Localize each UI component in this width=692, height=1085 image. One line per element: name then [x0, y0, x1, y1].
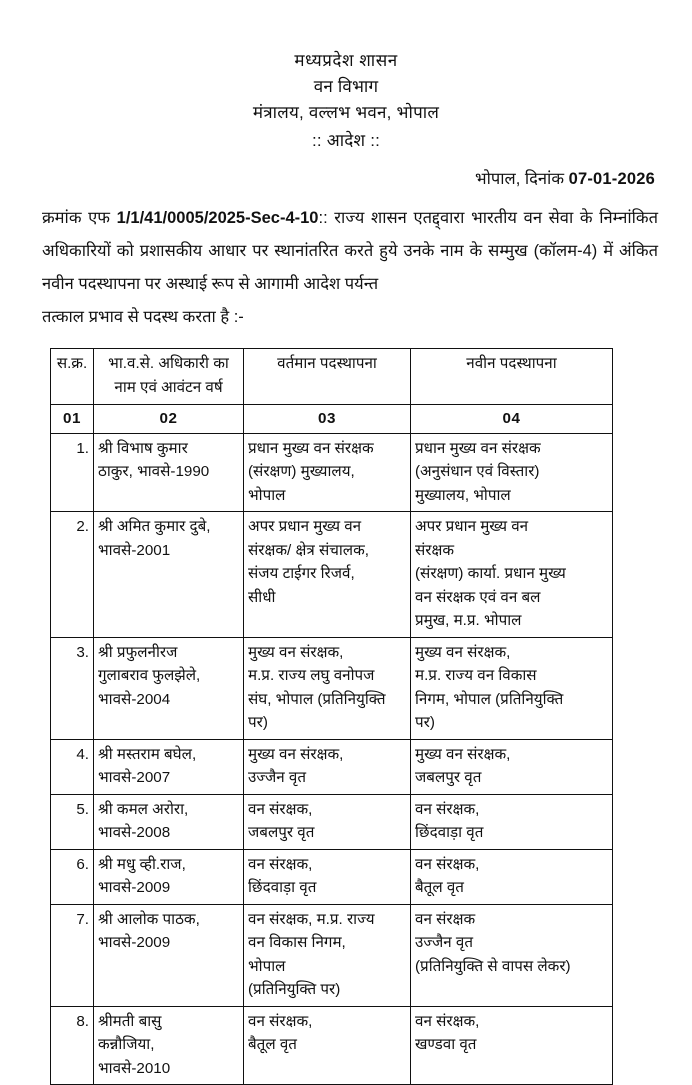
cell-current-posting-line: वन संरक्षक, — [248, 855, 313, 873]
cell-serial-number: 7. — [51, 904, 94, 1006]
table-row — [51, 849, 613, 904]
cell-current-posting-line: भोपाल — [248, 486, 286, 504]
table-row — [51, 1006, 613, 1085]
cell-current-posting-line: बैतूल वृत — [248, 1036, 297, 1053]
cell-current-posting — [244, 433, 411, 512]
cell-serial-number: 5. — [51, 794, 94, 849]
cell-new-posting-line: बैतूल वृत — [415, 879, 464, 896]
cell-current-posting — [244, 637, 411, 739]
table-row — [51, 904, 613, 1006]
cell-new-posting — [411, 1006, 613, 1085]
cell-officer-name — [94, 1006, 244, 1085]
cell-officer-name-line: श्री कमल अरोरा, — [98, 800, 189, 818]
table-head — [51, 349, 613, 434]
cell-new-posting-line: प्रमुख, म.प्र. भोपाल — [415, 612, 522, 629]
cell-new-posting-line: मुख्यालय, भोपाल — [415, 486, 511, 504]
cell-serial-number: 3. — [51, 637, 94, 739]
cell-new-posting-line: (अनुसंधान एवं विस्तार) — [415, 463, 540, 480]
cell-new-posting-line: प्रधान मुख्य वन संरक्षक — [415, 439, 541, 457]
cell-current-posting — [244, 904, 411, 1006]
cell-officer-name-line: श्री आलोक पाठक, — [98, 910, 200, 928]
order-paragraph — [0, 202, 692, 334]
cell-officer-name-line: भावसे-2009 — [98, 934, 171, 951]
cell-current-posting-line: सीधी — [248, 588, 276, 606]
cell-current-posting-line: मुख्य वन संरक्षक, — [248, 643, 344, 661]
cell-current-posting-line: जबलपुर वृत — [248, 824, 315, 841]
cell-current-posting-line: मुख्य वन संरक्षक, — [248, 745, 344, 763]
table-row — [51, 433, 613, 512]
cell-new-posting — [411, 794, 613, 849]
cell-current-posting-line: अपर प्रधान मुख्य वन — [248, 518, 362, 535]
cell-new-posting-line: जबलपुर वृत — [415, 769, 482, 786]
cell-officer-name-line: कन्नौजिया, — [98, 1036, 155, 1053]
cell-officer-name — [94, 794, 244, 849]
cell-current-posting-line: वन विकास निगम, — [248, 934, 346, 951]
order-body-text: :: राज्य शासन एतद्द्वारा भारतीय वन सेवा के निम्नांकित अधिकारियों को प्रशासकीय आधार पर स्थानांतरित करते हुये उनके नाम के सम्मुख (कॉलम-4) में अंकित नवीन पदस्थापना पर अस्थाई रूप से आगामी आदेश पर्यन्त — [42, 209, 658, 293]
cell-serial-number: 6. — [51, 849, 94, 904]
cell-current-posting-line: छिंदवाड़ा वृत — [248, 879, 317, 896]
department-name: वन विभाग — [313, 77, 379, 96]
cell-officer-name-line: भावसे-2004 — [98, 690, 171, 708]
cell-new-posting-line: निगम, भोपाल (प्रतिनियुक्ति — [415, 690, 564, 708]
dateline-date: 07-01-2026 — [568, 170, 655, 188]
table-row — [51, 739, 613, 794]
cell-new-posting-line: मुख्य वन संरक्षक, — [415, 643, 511, 661]
cell-serial-number: 8. — [51, 1006, 94, 1085]
cell-new-posting — [411, 433, 613, 512]
cell-new-posting — [411, 512, 613, 638]
cell-new-posting-line: (प्रतिनियुक्ति से वापस लेकर) — [415, 957, 571, 975]
cell-current-posting-line: (संरक्षण) मुख्यालय, — [248, 463, 355, 480]
cell-officer-name-line: श्री अमित कुमार दुबे, — [98, 518, 211, 535]
table-row — [51, 794, 613, 849]
cell-current-posting-line: संजय टाईगर रिजर्व, — [248, 565, 355, 582]
govt-name: मध्यप्रदेश शासन — [294, 51, 398, 70]
cell-current-posting-line: संरक्षक/ क्षेत्र संचालक, — [248, 541, 369, 559]
cell-current-posting-line: म.प्र. राज्य लघु वनोपज — [248, 667, 375, 684]
cell-current-posting-line: वन संरक्षक, — [248, 800, 313, 818]
cell-officer-name — [94, 904, 244, 1006]
cell-current-posting — [244, 739, 411, 794]
cell-serial-number: 2. — [51, 512, 94, 638]
cell-current-posting-line: उज्जैन वृत — [248, 769, 307, 786]
transfer-table — [50, 348, 613, 1085]
cell-current-posting-line: भोपाल — [248, 957, 286, 975]
cell-current-posting-line: संघ, भोपाल (प्रतिनियुक्ति — [248, 690, 386, 708]
order-label: :: आदेश :: — [311, 131, 381, 150]
cell-officer-name-line: गुलाबराव फुलझेले, — [98, 667, 201, 684]
cell-current-posting — [244, 849, 411, 904]
cell-officer-name-line: भावसे-2008 — [98, 824, 171, 841]
table-body — [51, 433, 613, 1085]
office-address: मंत्रालय, वल्लभ भवन, भोपाल — [252, 103, 440, 122]
header-serial: स.क्र. — [51, 349, 94, 405]
cell-new-posting — [411, 849, 613, 904]
cell-new-posting-line: पर) — [415, 714, 435, 731]
header-officer-name: भा.व.से. अधिकारी का नाम एवं आवंटन वर्ष — [94, 349, 244, 405]
cell-officer-name-line: श्री मधु व्ही.राज, — [98, 855, 186, 873]
cell-new-posting-line: म.प्र. राज्य वन विकास — [415, 667, 537, 684]
cell-officer-name-line: श्री प्रफुलनीरज — [98, 643, 178, 661]
cell-new-posting — [411, 904, 613, 1006]
cell-officer-name-line: भावसे-2001 — [98, 541, 171, 559]
cell-new-posting-line: छिंदवाड़ा वृत — [415, 824, 484, 841]
colnum-04: 04 — [411, 405, 613, 434]
cell-officer-name — [94, 849, 244, 904]
cell-officer-name-line: श्री विभाष कुमार — [98, 439, 188, 457]
cell-current-posting-line: वन संरक्षक, — [248, 1012, 313, 1030]
cell-current-posting — [244, 794, 411, 849]
cell-officer-name — [94, 739, 244, 794]
dateline — [0, 168, 692, 190]
cell-new-posting-line: अपर प्रधान मुख्य वन — [415, 518, 529, 535]
table-column-number-row — [51, 405, 613, 434]
cell-new-posting-line: वन संरक्षक एवं वन बल — [415, 588, 541, 606]
transfer-table-wrapper — [0, 348, 692, 1085]
reference-number: 1/1/41/0005/2025-Sec-4-10 — [116, 209, 319, 227]
cell-current-posting-line: पर) — [248, 714, 268, 731]
cell-current-posting-line: (प्रतिनियुक्ति पर) — [248, 981, 341, 998]
colnum-01: 01 — [51, 405, 94, 434]
cell-serial-number: 4. — [51, 739, 94, 794]
cell-officer-name-line: श्रीमती बासु — [98, 1012, 162, 1030]
cell-officer-name-line: ठाकुर, भावसे-1990 — [98, 463, 210, 480]
cell-officer-name-line: भावसे-2007 — [98, 769, 171, 786]
cell-current-posting — [244, 512, 411, 638]
order-closing-text: तत्काल प्रभाव से पदस्थ करता है :- — [42, 308, 244, 326]
header-new-posting: नवीन पदस्थापना — [411, 349, 613, 405]
cell-new-posting-line: संरक्षक — [415, 541, 455, 559]
cell-new-posting-line: वन संरक्षक, — [415, 1012, 480, 1030]
table-row — [51, 512, 613, 638]
document-header — [0, 0, 692, 154]
cell-officer-name-line: भावसे-2010 — [98, 1059, 171, 1077]
cell-new-posting-line: वन संरक्षक, — [415, 800, 480, 818]
cell-new-posting-line: उज्जैन वृत — [415, 934, 474, 951]
cell-officer-name-line: भावसे-2009 — [98, 879, 171, 896]
cell-new-posting-line: मुख्य वन संरक्षक, — [415, 745, 511, 763]
cell-new-posting — [411, 739, 613, 794]
table-header-row — [51, 349, 613, 405]
header-current-posting: वर्तमान पदस्थापना — [244, 349, 411, 405]
cell-new-posting — [411, 637, 613, 739]
cell-current-posting — [244, 1006, 411, 1085]
cell-officer-name — [94, 637, 244, 739]
table-row — [51, 637, 613, 739]
reference-prefix: क्रमांक एफ — [42, 209, 117, 227]
cell-officer-name-line: श्री मस्तराम बघेल, — [98, 745, 197, 763]
dateline-place: भोपाल, दिनांक — [474, 170, 569, 188]
cell-new-posting-line: वन संरक्षक, — [415, 855, 480, 873]
cell-current-posting-line: प्रधान मुख्य वन संरक्षक — [248, 439, 374, 457]
cell-officer-name — [94, 512, 244, 638]
colnum-02: 02 — [94, 405, 244, 434]
cell-officer-name — [94, 433, 244, 512]
colnum-03: 03 — [244, 405, 411, 434]
cell-current-posting-line: वन संरक्षक, म.प्र. राज्य — [248, 910, 375, 928]
cell-new-posting-line: खण्डवा वृत — [415, 1036, 477, 1053]
cell-new-posting-line: वन संरक्षक — [415, 910, 476, 928]
cell-serial-number: 1. — [51, 433, 94, 512]
cell-new-posting-line: (संरक्षण) कार्या. प्रधान मुख्य — [415, 565, 566, 582]
